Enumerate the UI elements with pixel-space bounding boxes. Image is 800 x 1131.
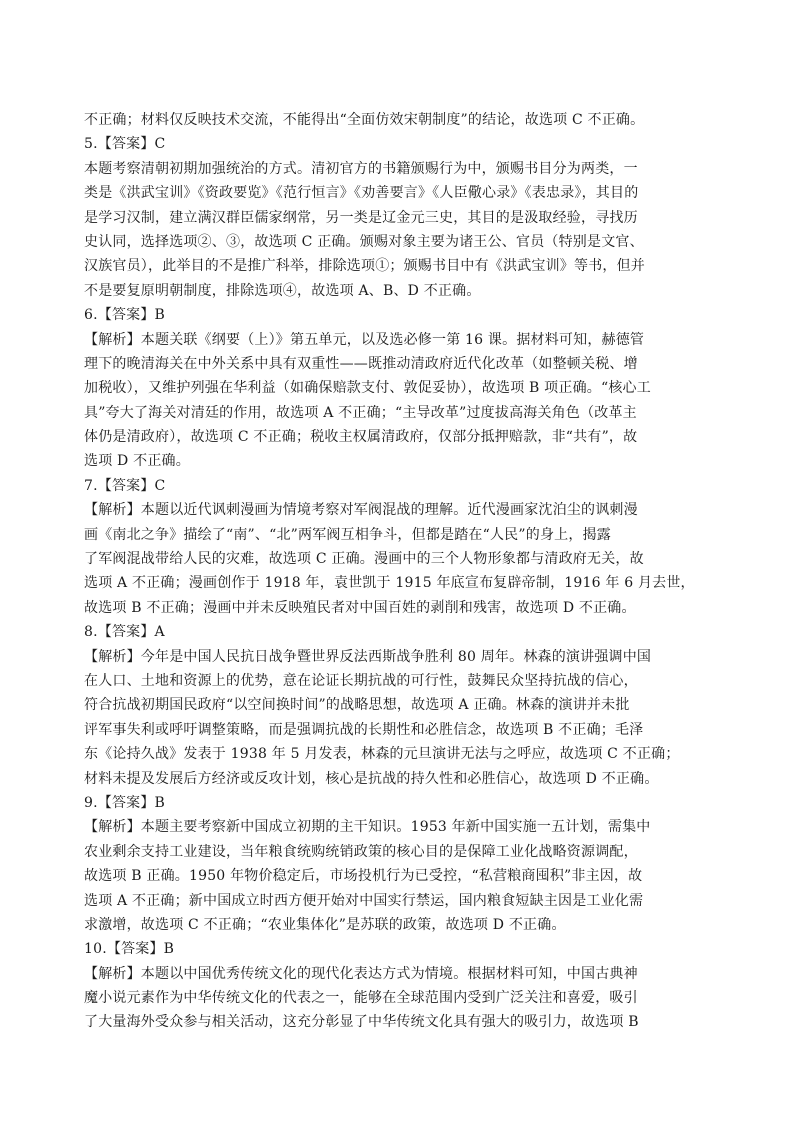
text-line: 了大量海外受众参与相关活动，这充分彰显了中华传统文化具有强大的吸引力，故选项 B <box>84 1014 639 1031</box>
text-line: 史认同，选择选项②、③，故选项 C 正确。颁赐对象主要为诸王公、官员（特别是文官、 <box>84 233 644 250</box>
text-line: 了军阀混战带给人民的灾难，故选项 C 正确。漫画中的三个人物形象都与清政府无关，故 <box>84 551 644 568</box>
text-line: 评军事失利或呼吁调整策略，而是强调抗战的长期性和必胜信念，故选项 B 不正确；毛泽 <box>84 721 644 738</box>
text-line: 具”夸大了海关对清廷的作用，故选项 A 不正确；“主导改革”过度拔高海关角色（改革主 <box>84 404 637 421</box>
text-line: 农业剩余支持工业建设，当年粮食统购统销政策的核心目的是保障工业化战略资源调配， <box>84 843 638 860</box>
text-line: 魔小说元素作为中华传统文化的代表之一，能够在全球范围内受到广泛关注和喜爱，吸引 <box>84 990 638 1007</box>
text-line: 本题考察清朝初期加强统治的方式。清初官方的书籍颁赐行为中，颁赐书目分为两类，一 <box>84 160 638 177</box>
text-line: 不正确；材料仅反映技术交流，不能得出“全面仿效宋朝制度”的结论，故选项 C 不正确。 <box>84 112 645 128</box>
text-line: 选项 A 不正确；漫画创作于 1918 年，袁世凯于 1915 年底宣布复辟帝制，1916 年 6 月去世， <box>84 575 695 592</box>
text-line: 类是《洪武宝训》《资政要览》《范行恒言》《劝善要言》《人臣儆心录》《表忠录》，其目的 <box>84 185 639 202</box>
text-line: 是学习汉制，建立满汉群臣儒家纲常，另一类是辽金元三史，其目的是汲取经验，寻找历 <box>84 209 638 226</box>
text-line: 故选项 B 正确。1950 年物价稳定后，市场投机行为已受控，“私营粮商囤积”非主因，故 <box>84 868 643 885</box>
text-line: 加税收），又维护列强在华利益（如确保赔款支付、敦促妥协），故选项 B 项正确。“核心工 <box>84 380 651 397</box>
text-line: 材料未提及发展后方经济或反攻计划，核心是抗战的持久性和必胜信心，故选项 D 不正确。 <box>84 770 659 787</box>
text-line: 符合抗战初期国民政府“以空间换时间”的战略思想，故选项 A 正确。林森的演讲并未批 <box>84 697 630 714</box>
text-line: 汉族官员），此举目的不是推广科举，排除选项①；颁赐书目中有《洪武宝训》等书，但并 <box>84 258 645 275</box>
answer-heading-7: 7.【答案】C <box>84 477 166 494</box>
text-line: 选项 D 不正确。 <box>84 453 190 470</box>
text-line: 【解析】本题以近代讽刺漫画为情境考察对军阀混战的理解。近代漫画家沈泊尘的讽刺漫 <box>84 502 638 519</box>
text-line: 【解析】本题以中国优秀传统文化的现代化表达方式为情境。根据材料可知，中国古典神 <box>84 965 638 982</box>
text-line: 理下的晚清海关在中外关系中具有双重性——既推动清政府近代化改革（如整顿关税、增 <box>84 355 638 372</box>
text-line: 【解析】今年是中国人民抗日战争暨世界反法西斯战争胜利 80 周年。林森的演讲强调中国 <box>84 648 652 665</box>
text-line: 【解析】本题主要考察新中国成立初期的主干知识。1953 年新中国实施一五计划，需集中 <box>84 819 651 836</box>
answer-heading-10: 10.【答案】B <box>84 941 175 958</box>
answer-heading-6: 6.【答案】B <box>84 307 166 324</box>
answer-explanation-text <box>84 108 722 1035</box>
text-line: 画《南北之争》描绘了“南”、“北”两军阀互相争斗，但都是踏在“人民”的身上，揭露 <box>84 526 611 543</box>
text-line: 求激增，故选项 C 不正确；“农业集体化”是苏联的政策，故选项 D 不正确。 <box>84 916 566 933</box>
text-line: 选项 A 不正确；新中国成立时西方便开始对中国实行禁运，国内粮食短缺主因是工业化需 <box>84 892 644 909</box>
text-line: 故选项 B 不正确；漫画中并未反映殖民者对中国百姓的剥削和残害，故选项 D 不正确。 <box>84 599 636 616</box>
text-line: 体仍是清政府），故选项 C 不正确；税收主权属清政府，仅部分抵押赔款，非“共有”，故 <box>84 429 638 446</box>
text-line: 【解析】本题关联《纲要（上）》第五单元，以及选必修一第 16 课。据材料可知，赫德管 <box>84 331 645 348</box>
answer-heading-8: 8.【答案】A <box>84 624 165 641</box>
answer-heading-9: 9.【答案】B <box>84 794 166 811</box>
text-line: 在人口、土地和资源上的优势，意在论证长期抗战的可行性，鼓舞民众坚持抗战的信心， <box>84 672 638 689</box>
text-line: 东《论持久战》发表于 1938 年 5 月发表，林森的元旦演讲无法与之呼应，故选项 C 不正确； <box>84 746 680 763</box>
text-line: 不是要复原明朝制度，排除选项④，故选项 A、B、D 不正确。 <box>84 282 481 299</box>
answer-heading-5: 5.【答案】C <box>84 136 166 153</box>
